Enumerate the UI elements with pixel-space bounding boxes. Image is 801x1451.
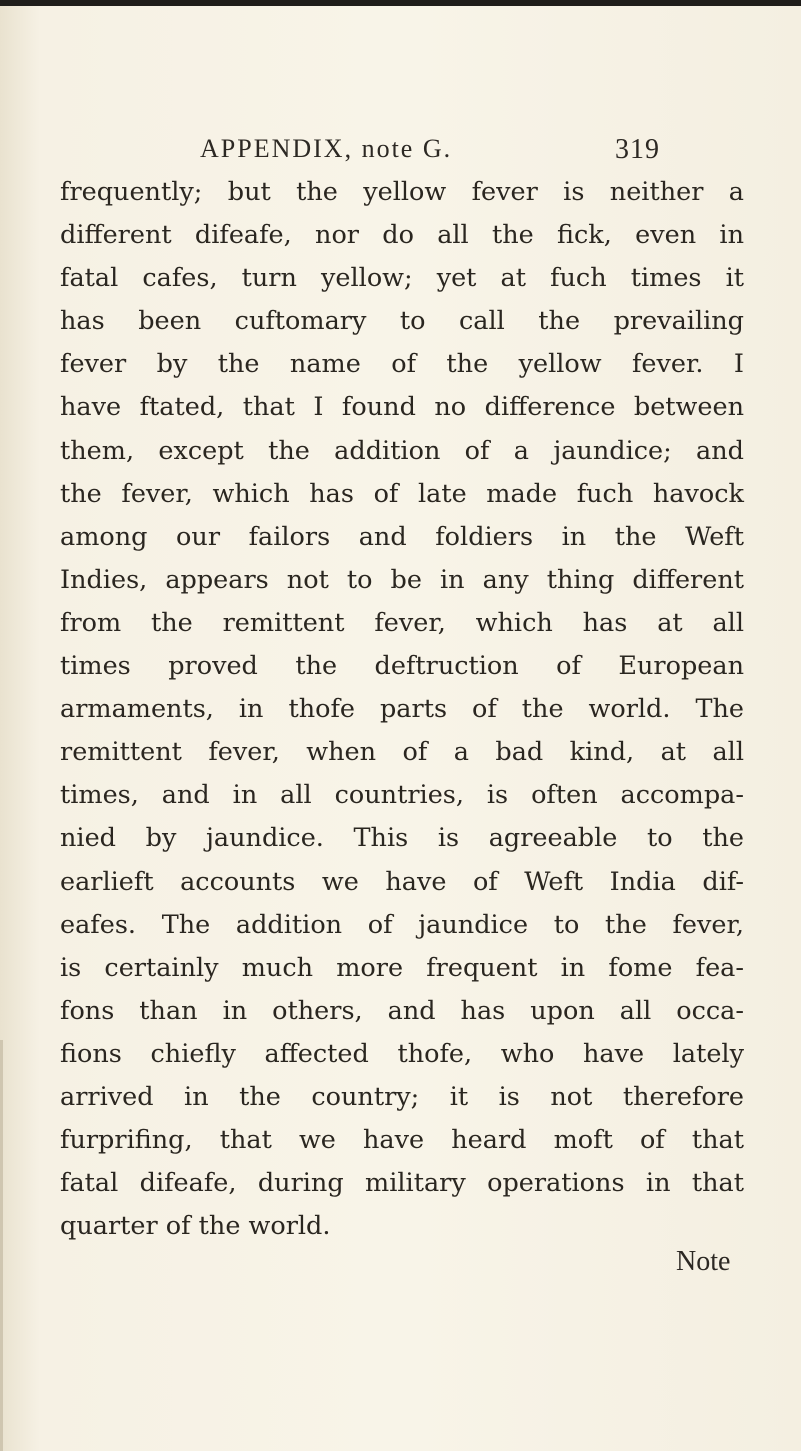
running-head [200,134,660,174]
page-left-edge [0,1040,3,1451]
text-line: earlieft accounts we have of Weft India dif- [60,866,744,897]
text-line: fions chiefly affected thofe, who have lately [60,1038,744,1069]
text-line: armaments, in thofe parts of the world. The [60,694,744,725]
text-line: among our failors and foldiers in the Weft [60,521,744,552]
text-line: Indies, appears not to be in any thing different [60,564,744,595]
text-line: from the remittent fever, which has at all [60,607,744,638]
page-top-edge [0,0,801,6]
text-line-last: quarter of the world. [60,1211,331,1242]
text-line: fatal difeafe, during military operations in that [60,1168,744,1199]
text-line: times, and in all countries, is often accompa- [60,780,744,811]
text-line: fons than in others, and has upon all occa- [60,995,744,1026]
body-text [60,171,744,1248]
text-line: different difeafe, nor do all the fick, even in [60,220,744,251]
text-line: have ftated, that I found no difference between [60,392,744,423]
text-line: fatal cafes, turn yellow; yet at fuch times it [60,263,744,294]
text-line: fever by the name of the yellow fever. I [60,349,744,380]
page-number: 319 [615,134,660,165]
text-line: eafes. The addition of jaundice to the fever, [60,909,744,940]
text-line: the fever, which has of late made fuch havock [60,478,744,509]
text-line: remittent fever, when of a bad kind, at all [60,737,744,768]
text-line: them, except the addition of a jaundice; and [60,435,744,466]
text-line: is certainly much more frequent in fome fea- [60,952,744,983]
text-line: times proved the deftruction of European [60,651,744,682]
text-line: nied by jaundice. This is agreeable to the [60,823,744,854]
catchword: Note [676,1246,731,1277]
text-line: arrived in the country; it is not therefore [60,1081,744,1112]
text-line: has been cuftomary to call the prevailing [60,306,744,337]
text-line: frequently; but the yellow fever is neither a [60,177,744,207]
text-line: furprifing, that we have heard moft of that [60,1125,744,1156]
running-title: APPENDIX, note G. [200,134,453,163]
